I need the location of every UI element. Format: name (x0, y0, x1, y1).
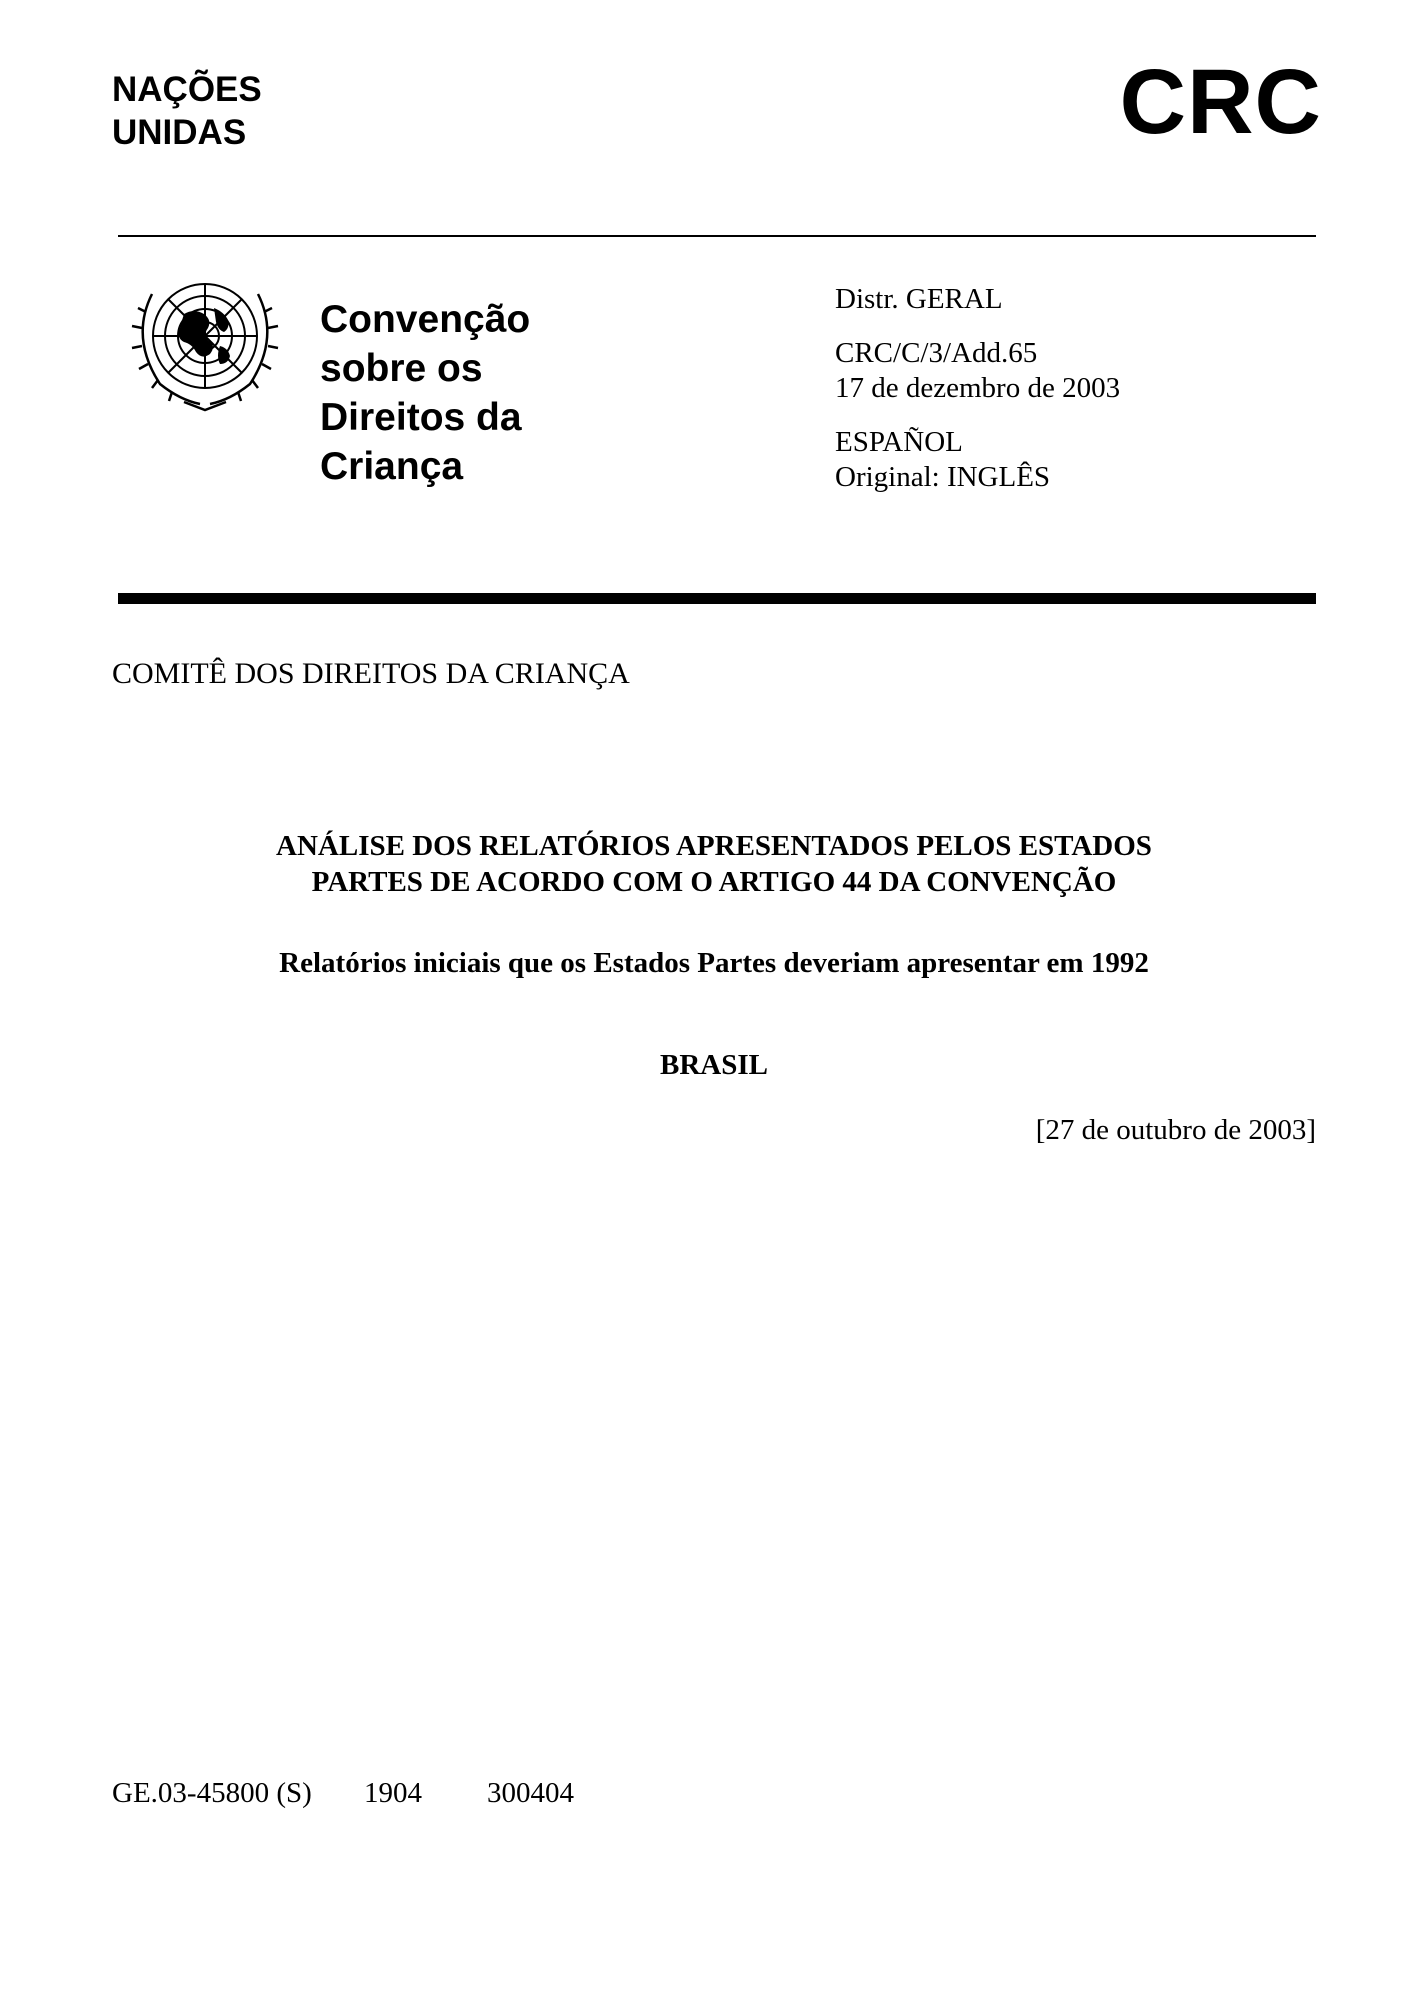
un-emblem-icon (122, 268, 288, 412)
distribution-label: Distr. GERAL (835, 283, 1003, 315)
convention-title (320, 295, 530, 491)
footer-code-1: 1904 (364, 1777, 422, 1809)
main-heading-line2: PARTES DE ACORDO COM O ARTIGO 44 DA CONVENÇÃO (311, 866, 1117, 898)
main-heading (112, 828, 1316, 900)
convention-title-line1: Convenção (320, 298, 531, 341)
organization-name-line1: NAÇÕES (112, 70, 262, 109)
footer-code-2: 300404 (487, 1777, 574, 1809)
document-series-symbol: CRC (1119, 51, 1322, 153)
footer (112, 1775, 574, 1811)
committee-name: COMITÊ DOS DIREITOS DA CRIANÇA (112, 657, 630, 690)
organization-name (112, 68, 262, 154)
report-date: [27 de outubro de 2003] (1035, 1114, 1316, 1146)
organization-name-line2: UNIDAS (112, 113, 247, 152)
convention-title-line2: sobre os (320, 347, 483, 390)
country-name: BRASIL (660, 1049, 768, 1081)
original-language: Original: INGLÊS (835, 461, 1051, 493)
header-bottom-divider (118, 593, 1316, 604)
document-symbol: CRC/C/3/Add.65 (835, 337, 1038, 369)
document-language: ESPAÑOL (835, 426, 963, 458)
job-number: GE.03-45800 (S) (112, 1777, 312, 1809)
main-heading-line1: ANÁLISE DOS RELATÓRIOS APRESENTADOS PELOS ESTADOS (276, 830, 1152, 862)
document-date: 17 de dezembro de 2003 (835, 372, 1121, 404)
sub-heading: Relatórios iniciais que os Estados Partes deveriam apresentar em 1992 (279, 947, 1149, 979)
header-divider (118, 235, 1316, 237)
document-metadata (835, 282, 1120, 514)
convention-title-line3: Direitos da (320, 396, 522, 439)
convention-title-line4: Criança (320, 445, 464, 488)
